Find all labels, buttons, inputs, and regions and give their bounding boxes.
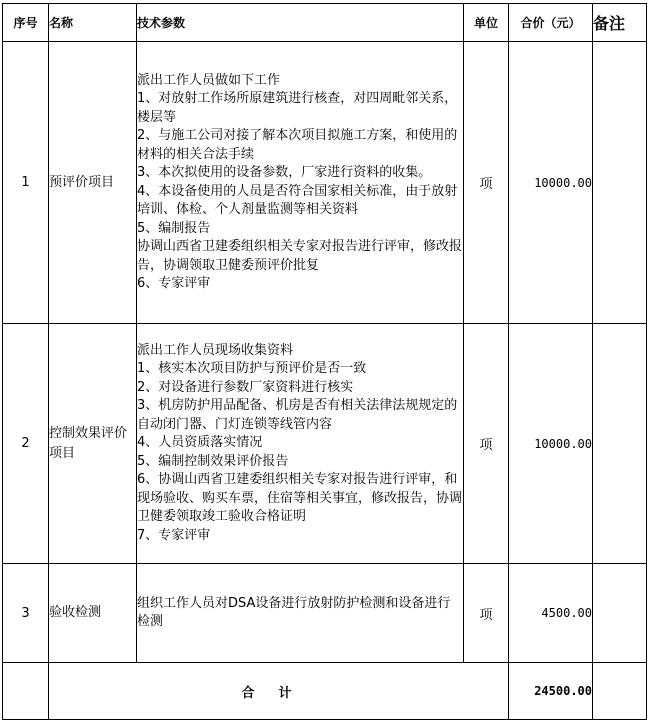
row-index: 1 <box>3 42 49 324</box>
table-row <box>3 42 647 324</box>
spec-line: 1、核实本次项目防护与预评价是否一致 <box>137 361 367 377</box>
quote-table <box>2 3 647 720</box>
spec-line: 7、专家评审 <box>137 527 211 543</box>
total-spacer <box>3 663 49 720</box>
row-unit: 项 <box>464 564 509 663</box>
total-value: 24500.00 <box>509 663 593 720</box>
row-name: 预评价项目 <box>49 42 137 324</box>
row-spec <box>137 324 464 564</box>
spec-line: 3、机房防护用品配备、机房是否有相关法律法规规定的自动闭门器、门灯连锁等线管内容 <box>137 398 458 432</box>
header-unit: 单位 <box>464 4 509 42</box>
spec-line: 派出工作人员做如下工作 <box>137 72 281 88</box>
header-price: 合价（元） <box>509 4 593 42</box>
spec-line: 协调山西省卫建委组织相关专家对报告进行评审，修改报告，协调领取卫健委预评价批复 <box>137 239 463 273</box>
row-note <box>593 564 647 663</box>
spec-line: 1、对放射工作场所原建筑进行核查，对四周毗邻关系，楼层等 <box>137 91 458 125</box>
row-index: 2 <box>3 324 49 564</box>
spec-line: 组织工作人员对DSA设备进行放射防护检测和设备进行检测 <box>137 595 451 629</box>
row-name: 验收检测 <box>49 564 137 663</box>
spec-line: 6、协调山西省卫建委组织相关专家对报告进行评审，和现场验收、购买车票，住宿等相关事宜，修改报告，协调卫健委领取竣工验收合格证明 <box>137 472 463 525</box>
table-row <box>3 564 647 663</box>
row-note <box>593 42 647 324</box>
total-row <box>3 663 647 720</box>
row-unit: 项 <box>464 42 509 324</box>
row-price: 10000.00 <box>509 324 593 564</box>
spec-line: 3、本次拟使用的设备参数，厂家进行资料的收集。 <box>137 165 432 180</box>
header-index: 序号 <box>3 4 49 42</box>
row-spec <box>137 42 464 324</box>
table-row <box>3 324 647 564</box>
spec-line: 4、本设备使用的人员是否符合国家相关标准，由于放射培训、体检、个人剂量监测等相关资料 <box>137 183 458 217</box>
header-note: 备注 <box>593 4 647 42</box>
row-note <box>593 324 647 564</box>
header-name: 名称 <box>49 4 137 42</box>
row-spec <box>137 564 464 663</box>
spec-line: 派出工作人员现场收集资料 <box>137 342 294 358</box>
header-row <box>3 4 647 42</box>
total-note <box>593 663 647 720</box>
header-spec: 技术参数 <box>137 4 464 42</box>
row-price: 4500.00 <box>509 564 593 663</box>
total-label: 合计 <box>49 663 509 720</box>
spec-line: 2、与施工公司对接了解本次项目拟施工方案，和使用的材料的相关合法手续 <box>137 128 458 162</box>
row-name: 控制效果评价项目 <box>49 324 137 564</box>
row-unit: 项 <box>464 324 509 564</box>
spec-line: 5、编制报告 <box>137 220 211 236</box>
spec-line: 6、专家评审 <box>137 276 211 291</box>
spec-line: 5、编制控制效果评价报告 <box>137 453 289 469</box>
row-price: 10000.00 <box>509 42 593 324</box>
spec-line: 4、人员资质落实情况 <box>137 435 263 451</box>
spec-line: 2、对设备进行参数厂家资料进行核实 <box>137 379 354 395</box>
row-index: 3 <box>3 564 49 663</box>
